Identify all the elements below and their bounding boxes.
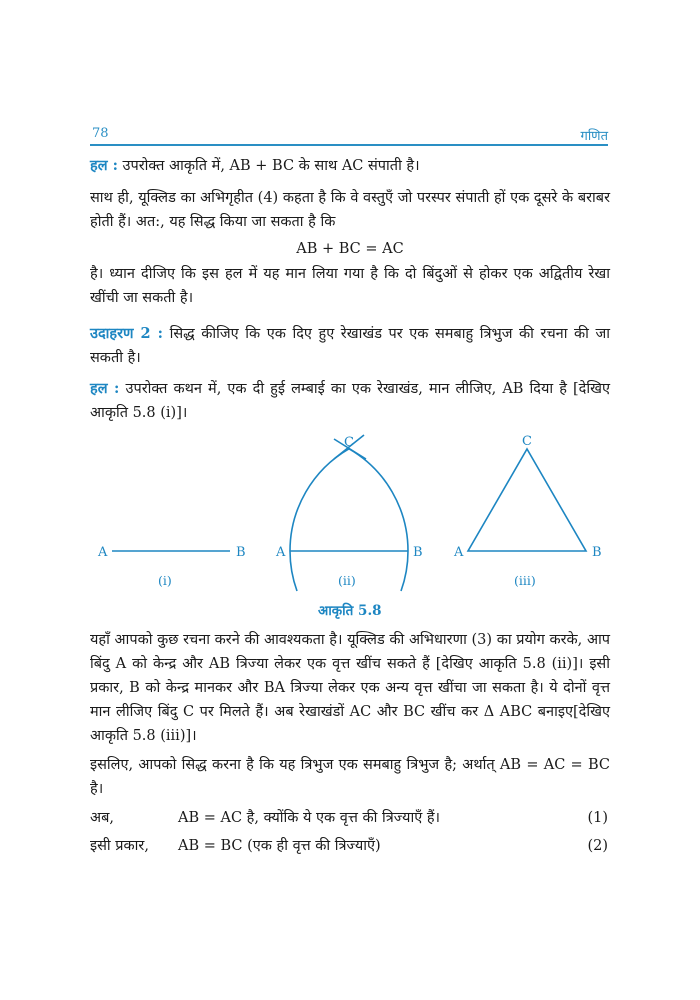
solution-text-2: उपरोक्त कथन में, एक दी हुई लम्बाई का एक रेखाखंड, मान लीजिए, AB दिया है [देखिए आकृति 5.8 (i)]। [90,381,611,421]
triangle-abc [468,449,586,551]
label-a-ii: A [276,545,286,560]
solution-label: हल : [90,157,118,174]
label-b-i: B [236,545,246,560]
statement-1-body: AB = AC है, क्योंकि ये एक वृत्त की त्रिज्याएँ हैं। [178,810,441,826]
statement-2-prefix: इसी प्रकार, [90,838,149,854]
solution-label-2: हल : [90,380,120,397]
note-paragraph: है। ध्यान दीजिए कि इस हल में यह मान लिया गया है कि दो बिंदुओं से होकर एक अद्वितीय रेखा खींची जा सकती है। [90,266,610,306]
solution-paragraph-1 [90,154,610,178]
construction-paragraph: यहाँ आपको कुछ रचना करने की आवश्यकता है। यूक्लिड की अभिधारणा (3) का प्रयोग करके, आप बिंदु A को केन्द्र और AB त्रिज्या लेकर एक वृत्त खींच सकते हैं [देखिए आकृति 5.8 (ii)]। इसी प्रकार, B को केन्द्र मानकर और BA त्रिज्या लेकर एक अन्य वृत्त खींचा जा सकता है। ये दोनों वृत्त मान लीजिए बिंदु C पर मिलते हैं। अब रेखाखंडों AC और BC खींच कर Δ ABC बनाइए[देखिए आकृति 5.8 (iii)]। [90,632,610,744]
label-c-ii: C [344,435,354,450]
arc-centered-a [349,449,408,551]
equation: AB + BC = AC [296,241,404,257]
axiom-paragraph: साथ ही, यूक्लिड का अभिगृहीत (4) कहता है कि वे वस्तुएँ जो परस्पर संपाती हों एक दूसरे के बराबर होती हैं। अत:, यह सिद्ध किया जा सकता है कि [90,190,610,230]
figure-svg [90,425,610,625]
figure-caption: आकृति 5.8 [318,603,382,619]
arc-centered-a-lower [401,551,408,591]
figure-5-8 [90,425,610,625]
arc-centered-b [290,449,349,551]
statement-2-body: AB = BC (एक ही वृत्त की त्रिज्याएँ) [178,838,381,854]
solution-paragraph-2 [90,377,610,425]
subcaption-ii: (ii) [338,573,356,588]
label-b-ii: B [413,545,423,560]
book-title: गणित [580,129,608,144]
to-prove-paragraph: इसलिए, आपको सिद्ध करना है कि यह त्रिभुज एक समबाहु त्रिभुज है; अर्थात् AB = AC = BC है। [90,757,610,797]
label-b-iii: B [592,545,602,560]
subcaption-i: (i) [158,573,172,588]
statement-2-number: (2) [587,838,608,854]
example-text: सिद्ध कीजिए कि एक दिए हुए रेखाखंड पर एक समबाहु त्रिभुज की रचना की जा सकती है। [90,326,610,366]
statement-1-prefix: अब, [90,810,114,826]
page-number: 78 [92,126,109,141]
label-a-i: A [98,545,108,560]
label-c-iii: C [522,434,532,449]
example-label: उदाहरण 2 : [90,325,163,342]
statement-1-number: (1) [587,810,608,826]
solution-text: उपरोक्त आकृति में, AB + BC के साथ AC संपाती है। [122,158,420,174]
arc-centered-b-lower [290,551,297,591]
header-rule [90,144,608,146]
label-a-iii: A [454,545,464,560]
example-paragraph [90,322,610,370]
subcaption-iii: (iii) [514,573,536,588]
